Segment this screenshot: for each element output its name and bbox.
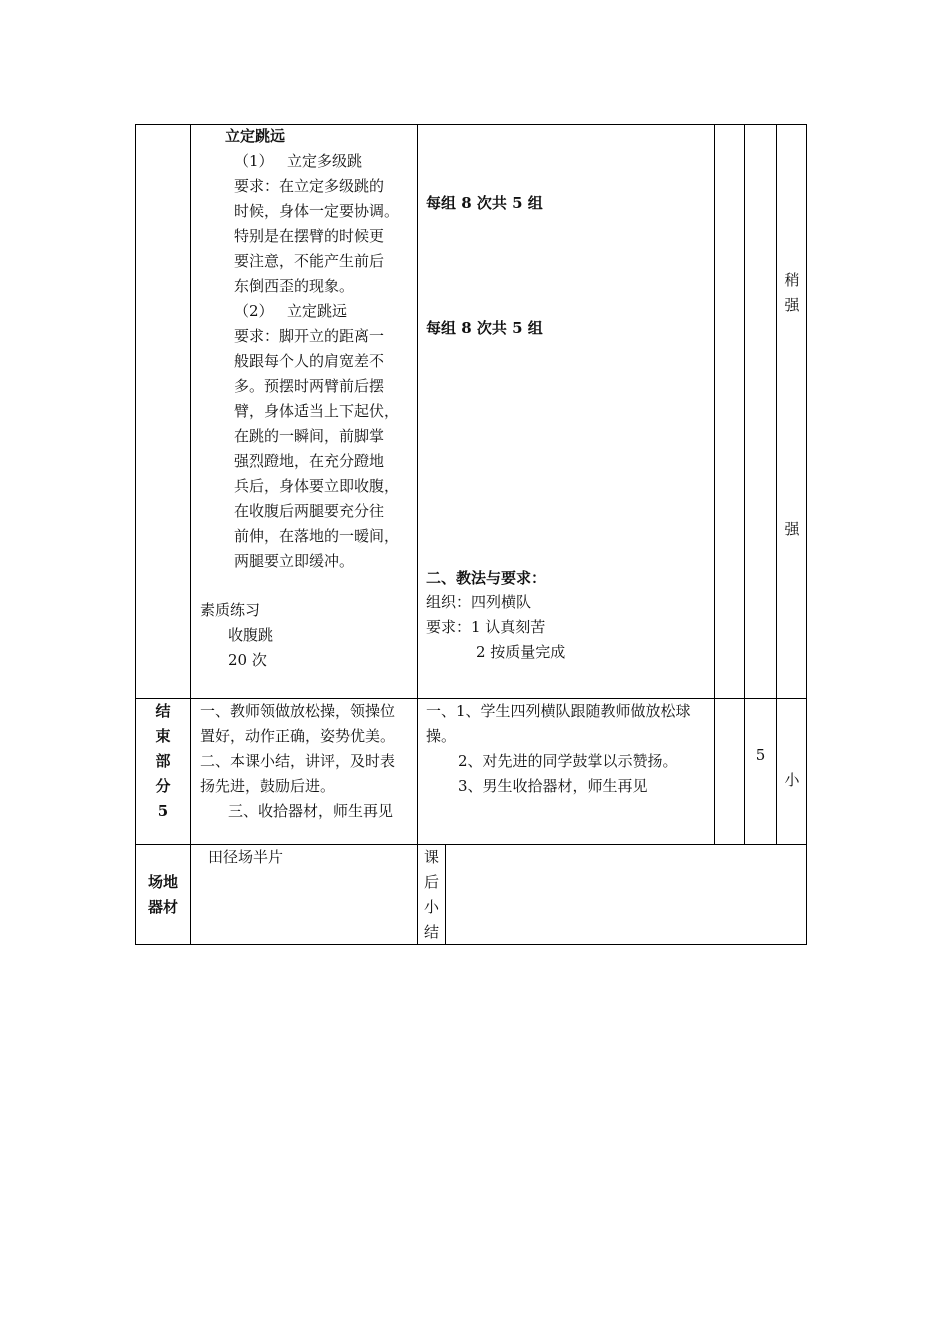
text-line: 东倒西歪的现象。 [234, 277, 355, 295]
text-line: 一、教师领做放松操，领操位 [200, 702, 396, 720]
item1-title: 立定多级跳 [287, 152, 363, 170]
item2-requirements [234, 324, 399, 574]
text-line: 两腿要立即缓冲。 [234, 552, 355, 570]
ending-time: 5 [755, 746, 766, 764]
item1-number: （1） [234, 152, 274, 170]
text-line: 般跟每个人的肩宽差不 [234, 352, 385, 370]
text-line: 扬先进，鼓励后进。 [200, 777, 336, 795]
text-line: 结 [155, 702, 171, 720]
text-line: 操。 [426, 727, 457, 745]
sets-text-2: 每组 8 次共 5 组 [426, 319, 543, 337]
text-line: 2、对先进的同学鼓掌以示赞扬。 [458, 752, 678, 770]
text-line: 稍 [784, 271, 800, 289]
requirement-2: 2 按质量完成 [476, 643, 566, 661]
text-line: 二、本课小结，讲评，及时表 [200, 752, 396, 770]
fitness-count: 20 次 [228, 651, 267, 669]
item1-requirements [234, 174, 399, 299]
text-line: 在收腹后两腿要充分往 [234, 502, 385, 520]
text-line: 时候，身体一定要协调。 [234, 202, 400, 220]
text-line: 一、1、学生四列横队跟随教师做放松球 [426, 702, 691, 720]
text-line: 要求：脚开立的距离一 [234, 327, 385, 345]
text-line: 场地 [147, 873, 178, 891]
text-line: 小 [423, 898, 439, 916]
text-line: 置好，动作正确，姿势优美。 [200, 727, 396, 745]
item2-number: （2） [234, 302, 274, 320]
text-line: 5 [157, 802, 169, 820]
fitness-item: 收腹跳 [228, 626, 274, 644]
text-line: 强烈蹬地，在充分蹬地 [234, 452, 385, 470]
ending-section-label [136, 699, 190, 824]
text-line: 部 [155, 752, 171, 770]
text-line: 臂，身体适当上下起伏， [234, 402, 400, 420]
text-line: 器材 [147, 898, 178, 916]
ending-intensity: 小 [784, 771, 800, 789]
item2-title: 立定跳远 [287, 302, 348, 320]
intensity-label-2: 强 [784, 520, 800, 538]
sets-text-1: 每组 8 次共 5 组 [426, 194, 543, 212]
text-line: 课 [423, 848, 439, 866]
text-line: 特别是在摆臂的时候更 [234, 227, 385, 245]
after-class-summary-label [418, 845, 445, 945]
text-line: 兵后，身体要立即收腹， [234, 477, 400, 495]
text-line: 结 [423, 923, 439, 941]
requirement-1: 要求：1 认真刻苦 [426, 618, 546, 636]
text-line: 要求：在立定多级跳的 [234, 177, 385, 195]
method-heading: 二、教法与要求： [426, 569, 547, 587]
text-line: 前伸，在落地的一暧间， [234, 527, 400, 545]
intensity-label-1 [777, 268, 807, 318]
ending-content [200, 699, 395, 824]
text-line: 束 [155, 727, 171, 745]
fitness-title: 素质练习 [200, 601, 261, 619]
text-line: 三、收拾器材，师生再见 [228, 802, 394, 820]
text-line: 要注意，不能产生前后 [234, 252, 385, 270]
text-line: 后 [423, 873, 439, 891]
text-line: 在跳的一瞬间，前脚掌 [234, 427, 385, 445]
section-heading: 立定跳远 [225, 127, 286, 145]
organization-text: 组织：四列横队 [426, 593, 532, 611]
text-line: 强 [784, 296, 800, 314]
ending-method [426, 699, 691, 799]
text-line: 3、男生收拾器材，师生再见 [458, 777, 648, 795]
text-line: 分 [155, 777, 171, 795]
text-line: 多。预摆时两臂前后摆 [234, 377, 385, 395]
venue-text: 田径场半片 [208, 848, 284, 866]
venue-equipment-label [136, 870, 190, 920]
